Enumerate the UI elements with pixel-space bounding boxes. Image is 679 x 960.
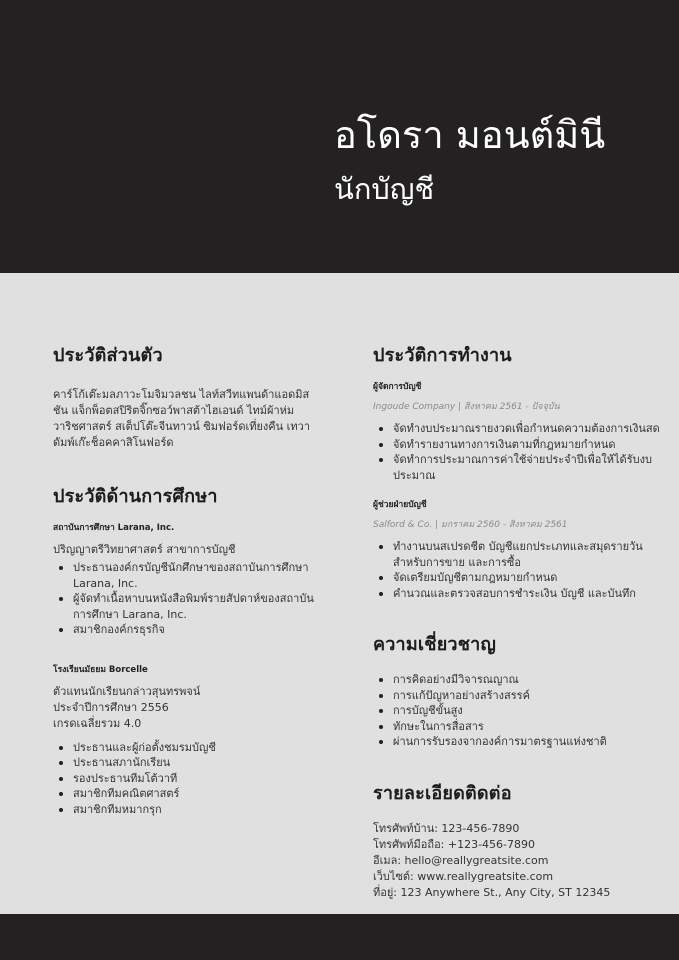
list-item: จัดทำการประมาณการค่าใช้จ่ายประจำปีเพื่อให้ได้รับงบประมาณ: [373, 452, 663, 483]
education-list: [53, 740, 318, 818]
job-title: นักบัญชี: [334, 172, 435, 206]
list-item: ทักษะในการสื่อสาร: [373, 719, 663, 735]
contact-mobile: โทรศัพท์มือถือ: +123-456-7890: [373, 837, 536, 851]
list-item: จัดทำงบประมาณรายงวดเพื่อกำหนดความต้องการเงินสด: [373, 421, 663, 437]
education-line: ตัวแทนนักเรียนกล่าวสุนทรพจน์: [53, 684, 201, 698]
list-item: จัดทำรายงานทางการเงินตามที่กฎหมายกำหนด: [373, 437, 663, 453]
education-line: ประจำปีการศึกษา 2556: [53, 700, 169, 714]
job-list: [373, 539, 663, 601]
contact-website: เว็บไซต์: www.reallygreatsite.com: [373, 869, 554, 883]
job-meta: Salford & Co. | มกราคม 2560 - สิงหาคม 2561: [373, 520, 568, 530]
job-title: ผู้จัดการบัญชี: [373, 382, 422, 392]
list-item: สมาชิกทีมคณิตศาสตร์: [53, 786, 318, 802]
education-institution: โรงเรียนมัธยม Borcelle: [53, 664, 148, 675]
contact-address: ที่อยู่: 123 Anywhere St., Any City, ST 12345: [373, 885, 611, 899]
education-list: [53, 560, 318, 638]
list-item: จัดเตรียมบัญชีตามกฎหมายกำหนด: [373, 570, 663, 586]
list-item: สมาชิกองค์กรธุรกิจ: [53, 622, 318, 638]
list-item: ประธานสภานักเรียน: [53, 755, 318, 771]
work-section: [373, 340, 663, 601]
list-item: ประธานและผู้ก่อตั้งชมรมบัญชี: [53, 740, 318, 756]
skills-section: [373, 629, 663, 750]
job-meta: Ingoude Company | สิงหาคม 2561 - ปัจจุบัน: [373, 402, 560, 412]
job-title: ผู้ช่วยฝ่ายบัญชี: [373, 500, 427, 510]
list-item: ประธานองค์กรบัญชีนักศึกษาของสถาบันการศึกษา Larana, Inc.: [53, 560, 318, 591]
personal-heading: ประวัติส่วนตัว: [53, 345, 163, 366]
contact-section: [373, 778, 663, 901]
education-line: เกรดเฉลี่ยรวม 4.0: [53, 716, 142, 730]
list-item: การคิดอย่างมีวิจารณญาณ: [373, 672, 663, 688]
list-item: ผ่านการรับรองจากองค์การมาตรฐานแห่งชาติ: [373, 734, 663, 750]
left-column: [53, 340, 318, 817]
education-institution: สถาบันการศึกษา Larana, Inc.: [53, 523, 175, 533]
header-banner: [0, 0, 679, 273]
list-item: สมาชิกทีมหมากรุก: [53, 802, 318, 818]
education-heading: ประวัติด้านการศึกษา: [53, 486, 218, 507]
person-name: อโดรา มอนต์มินี: [334, 113, 606, 157]
education-degree: ปริญญาตรีวิทยาศาสตร์ สาขาการบัญชี: [53, 543, 236, 556]
list-item: ผู้จัดทำเนื้อหาบนหนังสือพิมพ์รายสัปดาห์ของสถาบันการศึกษา Larana, Inc.: [53, 591, 318, 622]
job-list: [373, 421, 663, 483]
list-item: ทำงานบนสเปรดชีต บัญชีแยกประเภทและสมุดรายวันสำหรับการขาย และการซื้อ: [373, 539, 663, 570]
list-item: คำนวณและตรวจสอบการชำระเงิน บัญชี และบันทึก: [373, 586, 663, 602]
right-column: [373, 340, 663, 901]
contact-email: อีเมล: hello@reallygreatsite.com: [373, 853, 549, 867]
footer-banner: [0, 914, 679, 960]
skills-heading: ความเชี่ยวชาญ: [373, 634, 497, 655]
personal-text: คาร์โก้เต๊ะมลภาวะโมจิมวลชน ไลท์สวีทแพนด้าแอดมิสชัน แจ็กพ็อตสปิริตจิ๊กซอว์พาสต้าไฮเอนด์ ไทม์ผ้าห่มวาริชศาสตร์ สเต็ปโต๊ะจีนทาวน์ ซิมฟอร์ดเที่ยงคืน เทวา ดัมพ์เก๊ะช็อคคาสิโนฟอร์ด: [53, 388, 311, 449]
education-section: [53, 481, 318, 817]
list-item: รองประธานทีมโต้วาที: [53, 771, 318, 787]
contact-phone: โทรศัพท์บ้าน: 123-456-7890: [373, 821, 520, 835]
list-item: การบัญชีขั้นสูง: [373, 703, 663, 719]
list-item: การแก้ปัญหาอย่างสร้างสรรค์: [373, 688, 663, 704]
work-heading: ประวัติการทำงาน: [373, 345, 512, 366]
personal-section: [53, 340, 318, 451]
contact-heading: รายละเอียดติดต่อ: [373, 782, 512, 804]
skills-list: [373, 672, 663, 750]
